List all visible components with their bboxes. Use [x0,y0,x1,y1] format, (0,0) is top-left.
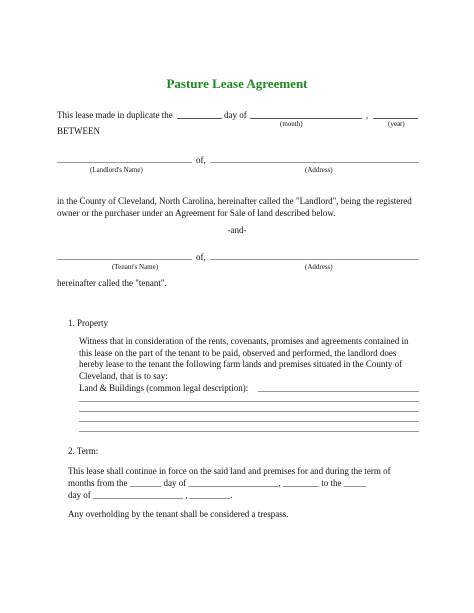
tenant-called-text: hereinafter called the "tenant". [57,278,167,288]
intro-comma: , [366,110,369,120]
land-description-blank-1[interactable] [258,391,419,392]
landlord-of-text: of, [196,155,206,165]
intro-text: This lease made in duplicate the [57,110,173,120]
tenant-name-blank[interactable] [57,259,192,260]
and-separator: -and- [227,225,247,235]
year-label: (year) [388,120,405,128]
day-of-text: day of [224,110,247,120]
county-paragraph: in the County of Cleveland, North Carolina, hereinafter called the "Landlord", being the registered owner or the purchaser under an Agreement for Sale of land described below. [57,196,412,218]
land-description-blank-4[interactable] [79,421,419,422]
term-line-2: months from the _______ day of ____________________, ________ to the _____ [68,478,367,488]
month-label: (month) [280,120,303,128]
document-title: Pasture Lease Agreement [166,76,308,91]
tenant-of-text: of, [196,252,206,262]
land-description-blank-3[interactable] [79,411,419,412]
land-buildings-label: Land & Buildings (common legal description): [79,383,249,393]
land-description-blank-2[interactable] [79,401,419,402]
term-line-1: This lease shall continue in force on the said land and premises for and during the term of [68,466,391,476]
term-line-3: day of ____________________ , _________. [68,490,233,500]
section1-heading: 1. Property [68,318,108,328]
tenant-name-label: (Tenant's Name) [112,263,159,271]
between-text: BETWEEN [57,126,100,136]
trespass-text: Any overholding by the tenant shall be considered a trespass. [68,509,289,519]
landlord-address-blank[interactable] [210,162,419,163]
day-blank[interactable] [177,118,222,119]
landlord-name-blank[interactable] [57,162,192,163]
year-blank[interactable] [373,118,418,119]
section2-heading: 2. Term: [68,446,99,456]
land-description-blank-5[interactable] [79,431,419,432]
section1-paragraph: Witness that in consideration of the rents, covenants, promises and agreements contained in this lease on the part of the tenant to be paid, observed and performed, the landlord does hereby lease to the tenant the following farm lands and premises situated in the County of Cleveland, that is to say: [79,336,409,381]
landlord-name-label: (Landlord's Name) [90,166,143,174]
landlord-address-label: (Address) [305,166,333,174]
tenant-address-blank[interactable] [210,259,419,260]
tenant-address-label: (Address) [305,263,333,271]
month-blank[interactable] [250,118,362,119]
